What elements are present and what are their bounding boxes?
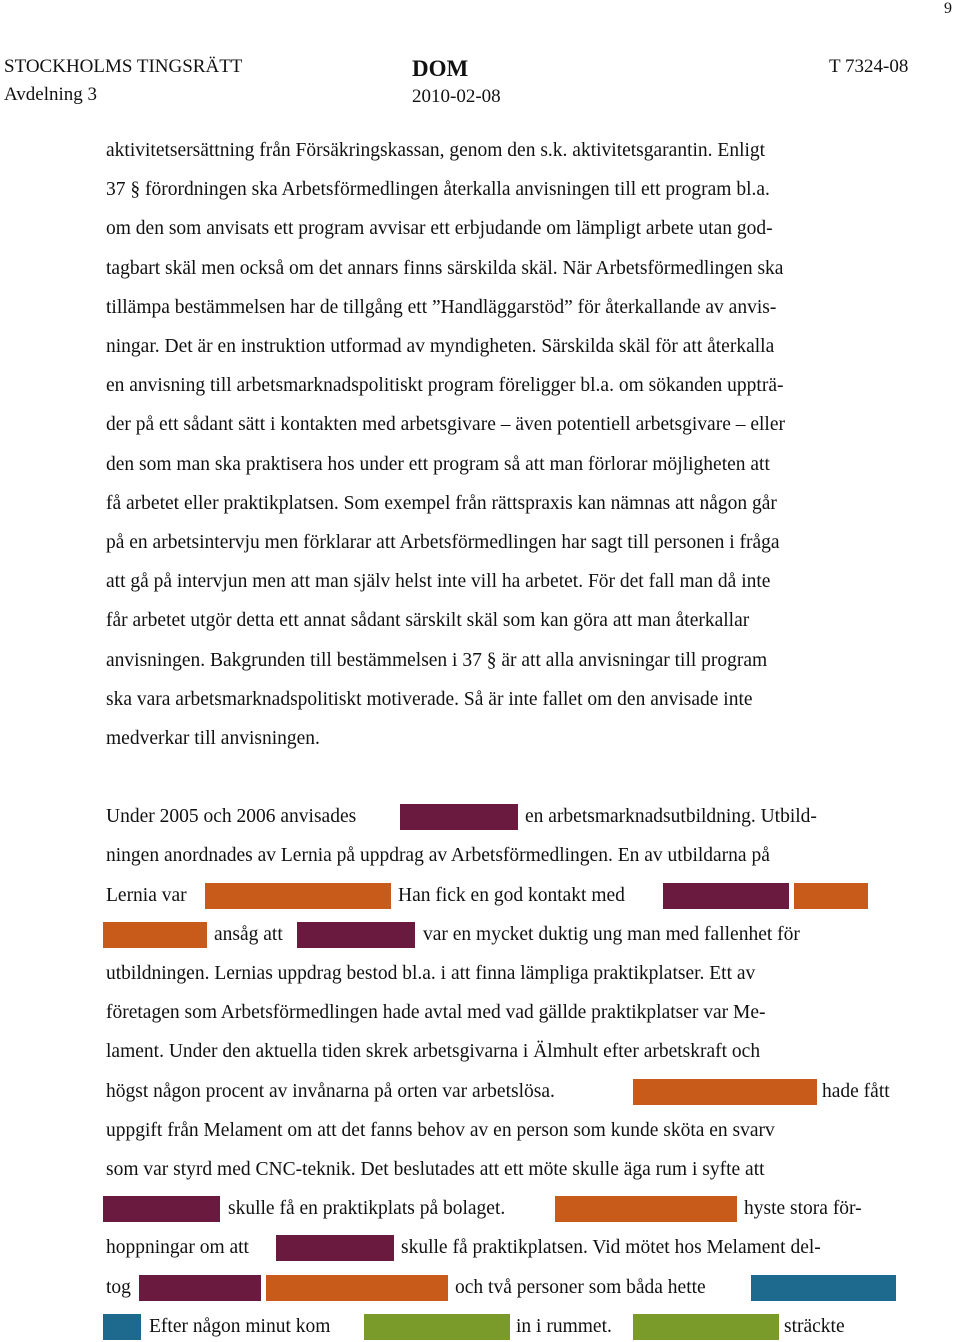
paragraph-line: högst någon procent av invånarna på orten var arbetslösa. — [106, 1081, 555, 1102]
redaction-block — [663, 883, 789, 909]
redaction-block — [103, 922, 207, 948]
paragraph-line: får arbetet utgör detta ett annat sådant särskilt skäl som kan göra att man återkallar — [106, 610, 750, 631]
redaction-block — [139, 1275, 261, 1301]
paragraph-line: Han fick en god kontakt med — [398, 885, 625, 906]
paragraph-line: medverkar till anvisningen. — [106, 728, 320, 749]
paragraph-line: hade fått — [822, 1081, 890, 1102]
paragraph-line: som var styrd med CNC-teknik. Det beslutades att ett möte skulle äga rum i syfte att — [106, 1159, 765, 1180]
paragraph-line: en arbetsmarknadsutbildning. Utbild- — [525, 806, 817, 827]
redaction-block — [751, 1275, 896, 1301]
paragraph-line: aktivitetsersättning från Försäkringskassan, genom den s.k. aktivitetsgarantin. Enligt — [106, 140, 766, 161]
paragraph-line: uppgift från Melament om att det fanns behov av en person som kunde sköta en svarv — [106, 1120, 775, 1141]
paragraph-line: skulle få en praktikplats på bolaget. — [228, 1198, 506, 1219]
redaction-block — [633, 1314, 779, 1340]
paragraph-line: var en mycket duktig ung man med fallenhet för — [423, 924, 800, 945]
document-type: DOM — [412, 56, 469, 81]
paragraph-line: ningen anordnades av Lernia på uppdrag av Arbetsförmedlingen. En av utbildarna på — [106, 845, 770, 866]
case-number: T 7324-08 — [829, 56, 909, 77]
paragraph-line: företagen som Arbetsförmedlingen hade avtal med vad gällde praktikplatser var Me- — [106, 1002, 766, 1023]
court-name: STOCKHOLMS TINGSRÄTT — [4, 56, 243, 77]
paragraph-line: ansåg att — [214, 924, 283, 945]
paragraph-line: sträckte — [784, 1316, 845, 1337]
paragraph-line: att gå på intervjun men att man själv helst inte vill ha arbetet. För det fall man då inte — [106, 571, 771, 592]
paragraph-line: Lernia var — [106, 885, 187, 906]
redaction-block — [400, 804, 518, 830]
redaction-block — [794, 883, 868, 909]
paragraph-line: Efter någon minut kom — [149, 1316, 331, 1337]
redaction-block — [205, 883, 391, 909]
redaction-block — [266, 1275, 448, 1301]
paragraph-line: tagbart skäl men också om det annars finns särskilda skäl. När Arbetsförmedlingen ska — [106, 258, 784, 279]
paragraph-line: skulle få praktikplatsen. Vid mötet hos Melament del- — [401, 1237, 821, 1258]
redaction-block — [276, 1235, 394, 1261]
paragraph-line: få arbetet eller praktikplatsen. Som exempel från rättspraxis kan nämnas att någon går — [106, 493, 777, 514]
redaction-block — [633, 1079, 817, 1105]
paragraph-line: hyste stora för- — [744, 1198, 862, 1219]
paragraph-line: tillämpa bestämmelsen har de tillgång ett ”Handläggarstöd” för återkallande av anvis- — [106, 297, 777, 318]
redaction-block — [297, 922, 415, 948]
redaction-block — [555, 1196, 737, 1222]
paragraph-line: tog — [106, 1277, 131, 1298]
paragraph-line: och två personer som båda hette — [455, 1277, 706, 1298]
paragraph-line: lament. Under den aktuella tiden skrek arbetsgivarna i Älmhult efter arbetskraft och — [106, 1041, 761, 1062]
paragraph-line: anvisningen. Bakgrunden till bestämmelsen i 37 § är att alla anvisningar till program — [106, 650, 768, 671]
paragraph-line: om den som anvisats ett program avvisar ett erbjudande om lämpligt arbete utan god- — [106, 218, 773, 239]
paragraph-line: på en arbetsintervju men förklarar att Arbetsförmedlingen har sagt till personen i fråga — [106, 532, 780, 553]
redaction-block — [364, 1314, 510, 1340]
paragraph-line: 37 § förordningen ska Arbetsförmedlingen återkalla anvisningen till ett program bl.a. — [106, 179, 770, 200]
paragraph-line: ska vara arbetsmarknadspolitiskt motiverade. Så är inte fallet om den anvisade inte — [106, 689, 753, 710]
paragraph-line: hoppningar om att — [106, 1237, 249, 1258]
document-date: 2010-02-08 — [412, 86, 501, 107]
paragraph-line: in i rummet. — [516, 1316, 612, 1337]
paragraph-line: en anvisning till arbetsmarknadspolitiskt program föreligger bl.a. om sökanden uppträ- — [106, 375, 784, 396]
redaction-block — [103, 1314, 141, 1340]
page-number: 9 — [944, 0, 952, 17]
paragraph-line: der på ett sådant sätt i kontakten med arbetsgivare – även potentiell arbetsgivare – eller — [106, 414, 785, 435]
paragraph-line: utbildningen. Lernias uppdrag bestod bl.a. i att finna lämpliga praktikplatser. Ett av — [106, 963, 756, 984]
paragraph-line: ningar. Det är en instruktion utformad av myndigheten. Särskilda skäl för att återkalla — [106, 336, 775, 357]
paragraph-line: den som man ska praktisera hos under ett program så att man förlorar möjligheten att — [106, 454, 770, 475]
redaction-block — [103, 1196, 220, 1222]
division: Avdelning 3 — [4, 84, 98, 105]
paragraph-line: Under 2005 och 2006 anvisades — [106, 806, 357, 827]
